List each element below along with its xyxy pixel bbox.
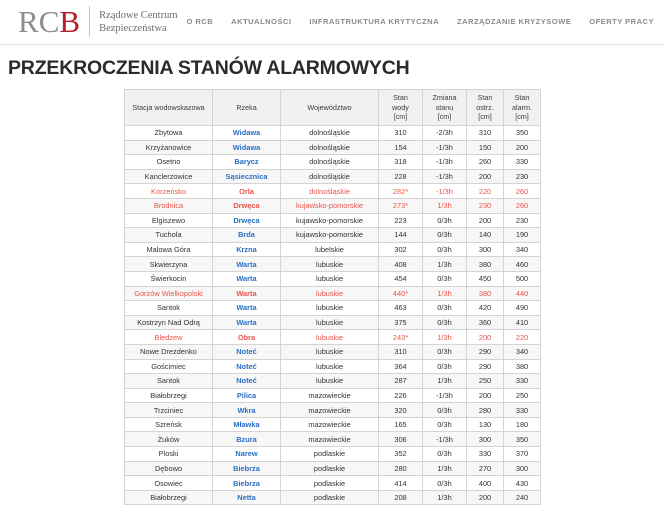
table-row bbox=[125, 417, 541, 432]
cell-river[interactable]: Widawa bbox=[213, 140, 281, 155]
column-header-water-level: Stan wody [cm] bbox=[379, 90, 423, 126]
column-header-level-change: Zmiana stanu [cm] bbox=[423, 90, 467, 126]
table-header-row bbox=[125, 90, 541, 126]
cell-voivodeship: mazowieckie bbox=[281, 403, 379, 418]
cell-water-level: 375 bbox=[379, 315, 423, 330]
cell-station: Kanclerzowice bbox=[125, 169, 213, 184]
cell-voivodeship: kujawsko-pomorskie bbox=[281, 198, 379, 213]
page-title: PRZEKROCZENIA STANÓW ALARMOWYCH bbox=[8, 57, 410, 79]
table-row bbox=[125, 403, 541, 418]
cell-station: Trzciniec bbox=[125, 403, 213, 418]
cell-warning-level: 200 bbox=[467, 490, 504, 505]
cell-warning-level: 330 bbox=[467, 447, 504, 462]
cell-level-change: 0/3h bbox=[423, 228, 467, 243]
cell-warning-level: 310 bbox=[467, 126, 504, 141]
cell-level-change: 0/3h bbox=[423, 403, 467, 418]
cell-river[interactable]: Warta bbox=[213, 271, 281, 286]
cell-station: Białobrzegi bbox=[125, 490, 213, 505]
cell-river[interactable]: Warta bbox=[213, 315, 281, 330]
table-head bbox=[125, 90, 541, 126]
table-row bbox=[125, 242, 541, 257]
cell-water-level: 154 bbox=[379, 140, 423, 155]
cell-voivodeship: dolnośląskie bbox=[281, 169, 379, 184]
cell-voivodeship: lubuskie bbox=[281, 359, 379, 374]
cell-river[interactable]: Noteć bbox=[213, 344, 281, 359]
cell-water-level: 310 bbox=[379, 126, 423, 141]
cell-level-change: 0/3h bbox=[423, 417, 467, 432]
cell-alarm-level: 250 bbox=[504, 388, 541, 403]
cell-alarm-level: 350 bbox=[504, 432, 541, 447]
cell-water-level: 318 bbox=[379, 155, 423, 170]
cell-warning-level: 230 bbox=[467, 198, 504, 213]
cell-river[interactable]: Drwęca bbox=[213, 198, 281, 213]
column-header-station: Stacja wodowskazowa bbox=[125, 90, 213, 126]
cell-warning-level: 450 bbox=[467, 271, 504, 286]
cell-voivodeship: lubuskie bbox=[281, 286, 379, 301]
cell-level-change: -1/3h bbox=[423, 169, 467, 184]
cell-station: Korzeńsko bbox=[125, 184, 213, 199]
cell-station: Dębowo bbox=[125, 461, 213, 476]
cell-alarm-level: 410 bbox=[504, 315, 541, 330]
cell-level-change: 0/3h bbox=[423, 447, 467, 462]
cell-river[interactable]: Warta bbox=[213, 286, 281, 301]
cell-level-change: 0/3h bbox=[423, 242, 467, 257]
org-line-1: Rządowe Centrum bbox=[99, 10, 178, 21]
cell-station: Malowa Góra bbox=[125, 242, 213, 257]
cell-water-level: 440* bbox=[379, 286, 423, 301]
cell-voivodeship: lubuskie bbox=[281, 271, 379, 286]
cell-level-change: 1/3h bbox=[423, 198, 467, 213]
cell-warning-level: 400 bbox=[467, 476, 504, 491]
cell-station: Szreńsk bbox=[125, 417, 213, 432]
cell-water-level: 310 bbox=[379, 344, 423, 359]
table-row bbox=[125, 271, 541, 286]
cell-river[interactable]: Biebrza bbox=[213, 476, 281, 491]
cell-level-change: 0/3h bbox=[423, 213, 467, 228]
cell-warning-level: 290 bbox=[467, 344, 504, 359]
cell-voivodeship: mazowieckie bbox=[281, 388, 379, 403]
cell-water-level: 364 bbox=[379, 359, 423, 374]
cell-voivodeship: podlaskie bbox=[281, 461, 379, 476]
cell-water-level: 352 bbox=[379, 447, 423, 462]
table-row bbox=[125, 198, 541, 213]
cell-level-change: 0/3h bbox=[423, 359, 467, 374]
cell-station: Elgiszewo bbox=[125, 213, 213, 228]
cell-level-change: -1/3h bbox=[423, 184, 467, 199]
main-navigation bbox=[186, 17, 654, 26]
cell-voivodeship: lubuskie bbox=[281, 257, 379, 272]
cell-warning-level: 130 bbox=[467, 417, 504, 432]
table-row bbox=[125, 126, 541, 141]
table-row bbox=[125, 213, 541, 228]
cell-warning-level: 360 bbox=[467, 315, 504, 330]
cell-station: Skwierzyna bbox=[125, 257, 213, 272]
cell-voivodeship: kujawsko-pomorskie bbox=[281, 228, 379, 243]
cell-voivodeship: lubuskie bbox=[281, 344, 379, 359]
cell-warning-level: 380 bbox=[467, 286, 504, 301]
cell-water-level: 165 bbox=[379, 417, 423, 432]
table-row bbox=[125, 490, 541, 505]
cell-water-level: 223 bbox=[379, 213, 423, 228]
cell-river[interactable]: Drwęca bbox=[213, 213, 281, 228]
cell-station: Żuków bbox=[125, 432, 213, 447]
cell-level-change: 1/3h bbox=[423, 257, 467, 272]
cell-level-change: -1/3h bbox=[423, 140, 467, 155]
cell-river[interactable]: Bzura bbox=[213, 432, 281, 447]
cell-warning-level: 260 bbox=[467, 155, 504, 170]
cell-station: Ploski bbox=[125, 447, 213, 462]
cell-station: Kostrzyn Nad Odrą bbox=[125, 315, 213, 330]
table-row bbox=[125, 344, 541, 359]
cell-river[interactable]: Narew bbox=[213, 447, 281, 462]
cell-water-level: 282* bbox=[379, 184, 423, 199]
nav-item-oferty-pracy[interactable]: OFERTY PRACY bbox=[589, 17, 654, 26]
cell-voivodeship: dolnośląskie bbox=[281, 155, 379, 170]
cell-station: Santok bbox=[125, 301, 213, 316]
cell-river[interactable]: Netta bbox=[213, 490, 281, 505]
cell-alarm-level: 440 bbox=[504, 286, 541, 301]
cell-level-change: -1/3h bbox=[423, 432, 467, 447]
cell-station: Santok bbox=[125, 374, 213, 389]
cell-river[interactable]: Wkra bbox=[213, 403, 281, 418]
cell-water-level: 463 bbox=[379, 301, 423, 316]
cell-alarm-level: 200 bbox=[504, 140, 541, 155]
column-header-warning-level: Stan ostrz. [cm] bbox=[467, 90, 504, 126]
cell-alarm-level: 240 bbox=[504, 490, 541, 505]
table-row bbox=[125, 155, 541, 170]
column-header-alarm-level: Stan alarm. [cm] bbox=[504, 90, 541, 126]
cell-voivodeship: lubuskie bbox=[281, 315, 379, 330]
cell-alarm-level: 330 bbox=[504, 403, 541, 418]
cell-station: Krzyżanowice bbox=[125, 140, 213, 155]
cell-level-change: 0/3h bbox=[423, 315, 467, 330]
cell-alarm-level: 230 bbox=[504, 169, 541, 184]
cell-voivodeship: lubuskie bbox=[281, 330, 379, 345]
alarm-table-container bbox=[0, 89, 664, 505]
cell-station: Osowiec bbox=[125, 476, 213, 491]
table-row bbox=[125, 374, 541, 389]
table-row bbox=[125, 461, 541, 476]
cell-water-level: 280 bbox=[379, 461, 423, 476]
cell-level-change: 0/3h bbox=[423, 301, 467, 316]
nav-item-zarzadzanie-kryzysowe[interactable]: ZARZĄDZANIE KRYZYSOWE bbox=[457, 17, 572, 26]
cell-alarm-level: 330 bbox=[504, 155, 541, 170]
cell-station: Brodnica bbox=[125, 198, 213, 213]
cell-alarm-level: 330 bbox=[504, 374, 541, 389]
table-row bbox=[125, 184, 541, 199]
table-row bbox=[125, 359, 541, 374]
cell-river[interactable]: Barycz bbox=[213, 155, 281, 170]
cell-voivodeship: podlaskie bbox=[281, 476, 379, 491]
cell-voivodeship: mazowieckie bbox=[281, 432, 379, 447]
organization-name bbox=[90, 9, 177, 35]
cell-level-change: 0/3h bbox=[423, 344, 467, 359]
brand-logo-block[interactable] bbox=[0, 3, 178, 39]
rcb-logo-icon: RCB bbox=[18, 6, 90, 37]
cell-alarm-level: 180 bbox=[504, 417, 541, 432]
cell-alarm-level: 230 bbox=[504, 213, 541, 228]
column-header-river: Rzeka bbox=[213, 90, 281, 126]
cell-river[interactable]: Sąsiecznica bbox=[213, 169, 281, 184]
cell-warning-level: 290 bbox=[467, 359, 504, 374]
cell-level-change: 1/3h bbox=[423, 330, 467, 345]
cell-river[interactable]: Widawa bbox=[213, 126, 281, 141]
cell-alarm-level: 490 bbox=[504, 301, 541, 316]
cell-voivodeship: podlaskie bbox=[281, 447, 379, 462]
table-row bbox=[125, 286, 541, 301]
cell-river[interactable]: Pilica bbox=[213, 388, 281, 403]
cell-river[interactable]: Orla bbox=[213, 184, 281, 199]
cell-river[interactable]: Noteć bbox=[213, 374, 281, 389]
cell-water-level: 243* bbox=[379, 330, 423, 345]
nav-item-o-rcb[interactable]: O RCB bbox=[186, 17, 214, 26]
site-header bbox=[0, 0, 664, 44]
cell-water-level: 302 bbox=[379, 242, 423, 257]
cell-water-level: 228 bbox=[379, 169, 423, 184]
cell-water-level: 144 bbox=[379, 228, 423, 243]
cell-voivodeship: kujawsko-pomorskie bbox=[281, 213, 379, 228]
cell-warning-level: 250 bbox=[467, 374, 504, 389]
cell-station: Zbytowa bbox=[125, 126, 213, 141]
cell-level-change: -1/3h bbox=[423, 388, 467, 403]
cell-alarm-level: 190 bbox=[504, 228, 541, 243]
cell-water-level: 208 bbox=[379, 490, 423, 505]
cell-alarm-level: 260 bbox=[504, 198, 541, 213]
cell-water-level: 306 bbox=[379, 432, 423, 447]
cell-voivodeship: podlaskie bbox=[281, 490, 379, 505]
cell-river[interactable]: Brda bbox=[213, 228, 281, 243]
cell-water-level: 414 bbox=[379, 476, 423, 491]
table-row bbox=[125, 315, 541, 330]
cell-alarm-level: 260 bbox=[504, 184, 541, 199]
cell-warning-level: 220 bbox=[467, 184, 504, 199]
cell-voivodeship: dolnośląskie bbox=[281, 184, 379, 199]
cell-warning-level: 200 bbox=[467, 388, 504, 403]
cell-voivodeship: mazowieckie bbox=[281, 417, 379, 432]
cell-voivodeship: dolnośląskie bbox=[281, 126, 379, 141]
cell-warning-level: 300 bbox=[467, 432, 504, 447]
cell-warning-level: 150 bbox=[467, 140, 504, 155]
cell-level-change: 1/3h bbox=[423, 490, 467, 505]
cell-station: Białobrzegi bbox=[125, 388, 213, 403]
cell-water-level: 273* bbox=[379, 198, 423, 213]
cell-warning-level: 200 bbox=[467, 169, 504, 184]
cell-warning-level: 280 bbox=[467, 403, 504, 418]
cell-alarm-level: 220 bbox=[504, 330, 541, 345]
table-row bbox=[125, 476, 541, 491]
table-row bbox=[125, 257, 541, 272]
cell-river[interactable]: Warta bbox=[213, 301, 281, 316]
cell-level-change: 0/3h bbox=[423, 271, 467, 286]
cell-warning-level: 420 bbox=[467, 301, 504, 316]
cell-station: Świerkocin bbox=[125, 271, 213, 286]
cell-voivodeship: lubuskie bbox=[281, 374, 379, 389]
cell-station: Bledzew bbox=[125, 330, 213, 345]
cell-river[interactable]: Warta bbox=[213, 257, 281, 272]
cell-alarm-level: 300 bbox=[504, 461, 541, 476]
cell-river[interactable]: Noteć bbox=[213, 359, 281, 374]
cell-alarm-level: 380 bbox=[504, 359, 541, 374]
cell-level-change: -1/3h bbox=[423, 155, 467, 170]
cell-river[interactable]: Obra bbox=[213, 330, 281, 345]
cell-station: Osetno bbox=[125, 155, 213, 170]
table-row bbox=[125, 169, 541, 184]
cell-water-level: 320 bbox=[379, 403, 423, 418]
table-row bbox=[125, 301, 541, 316]
cell-level-change: -2/3h bbox=[423, 126, 467, 141]
cell-river[interactable]: Mławka bbox=[213, 417, 281, 432]
cell-warning-level: 380 bbox=[467, 257, 504, 272]
cell-warning-level: 270 bbox=[467, 461, 504, 476]
nav-item-aktualnosci[interactable]: AKTUALNOŚCI bbox=[231, 17, 292, 26]
cell-alarm-level: 370 bbox=[504, 447, 541, 462]
cell-water-level: 287 bbox=[379, 374, 423, 389]
cell-river[interactable]: Krzna bbox=[213, 242, 281, 257]
alarm-levels-table bbox=[124, 89, 541, 505]
org-line-2: Bezpieczeństwa bbox=[99, 23, 167, 34]
cell-warning-level: 140 bbox=[467, 228, 504, 243]
table-body bbox=[125, 126, 541, 505]
cell-water-level: 454 bbox=[379, 271, 423, 286]
table-row bbox=[125, 388, 541, 403]
table-row bbox=[125, 330, 541, 345]
cell-alarm-level: 460 bbox=[504, 257, 541, 272]
cell-station: Nowe Drezdenko bbox=[125, 344, 213, 359]
cell-warning-level: 200 bbox=[467, 213, 504, 228]
cell-station: Gorzów Wielkopolski bbox=[125, 286, 213, 301]
cell-station: Tuchola bbox=[125, 228, 213, 243]
cell-alarm-level: 430 bbox=[504, 476, 541, 491]
cell-water-level: 226 bbox=[379, 388, 423, 403]
nav-item-infrastruktura-krytyczna[interactable]: INFRASTRUKTURA KRYTYCZNA bbox=[309, 17, 440, 26]
cell-level-change: 1/3h bbox=[423, 374, 467, 389]
cell-alarm-level: 340 bbox=[504, 242, 541, 257]
column-header-voivodeship: Województwo bbox=[281, 90, 379, 126]
cell-station: Gościmiec bbox=[125, 359, 213, 374]
table-row bbox=[125, 447, 541, 462]
cell-alarm-level: 500 bbox=[504, 271, 541, 286]
cell-warning-level: 200 bbox=[467, 330, 504, 345]
cell-warning-level: 300 bbox=[467, 242, 504, 257]
cell-level-change: 1/3h bbox=[423, 286, 467, 301]
table-row bbox=[125, 432, 541, 447]
cell-alarm-level: 340 bbox=[504, 344, 541, 359]
cell-voivodeship: dolnośląskie bbox=[281, 140, 379, 155]
cell-water-level: 408 bbox=[379, 257, 423, 272]
cell-alarm-level: 350 bbox=[504, 126, 541, 141]
cell-voivodeship: lubuskie bbox=[281, 301, 379, 316]
table-row bbox=[125, 228, 541, 243]
cell-river[interactable]: Biebrza bbox=[213, 461, 281, 476]
table-row bbox=[125, 140, 541, 155]
cell-voivodeship: lubelskie bbox=[281, 242, 379, 257]
cell-level-change: 1/3h bbox=[423, 461, 467, 476]
cell-level-change: 0/3h bbox=[423, 476, 467, 491]
